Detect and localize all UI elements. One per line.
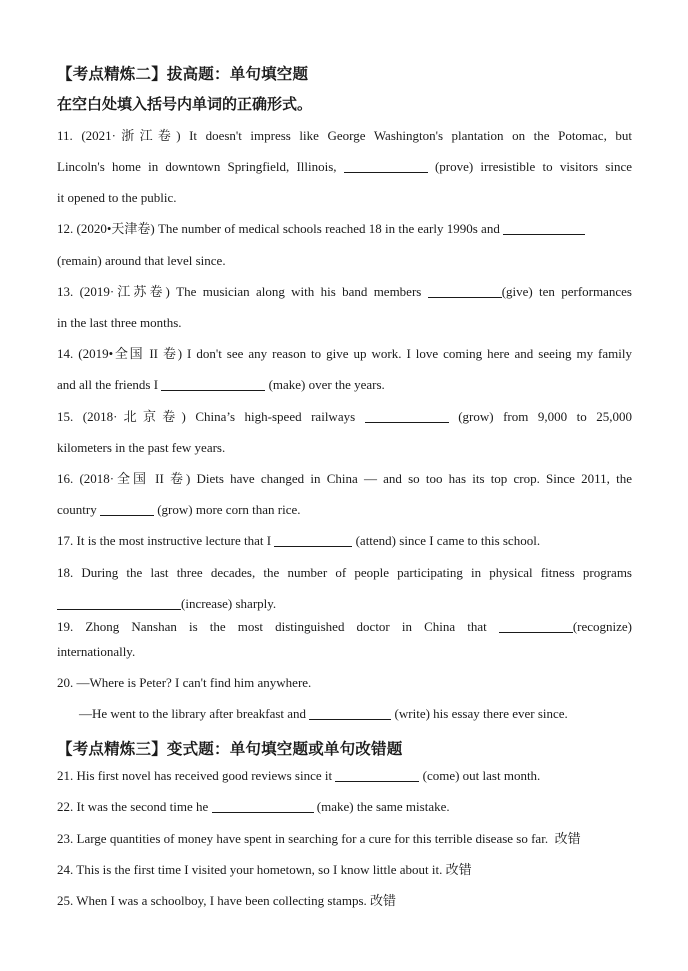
answer-blank-16[interactable] bbox=[100, 503, 154, 516]
answer-blank-21[interactable] bbox=[335, 769, 419, 782]
answer-blank-20[interactable] bbox=[309, 707, 391, 720]
answer-blank-19[interactable] bbox=[499, 620, 573, 633]
question-12-line-2: (remain) around that level since. bbox=[57, 253, 226, 268]
question-15-line-2: kilometers in the past few years. bbox=[57, 440, 226, 455]
question-20-line-2: —He went to the library after breakfast and (write) his essay there ever since. bbox=[79, 706, 568, 721]
answer-blank-14[interactable] bbox=[161, 378, 265, 391]
answer-blank-12[interactable] bbox=[503, 222, 585, 235]
answer-blank-22[interactable] bbox=[212, 800, 314, 813]
question-14-line-1: 14. (2019•全国 II 卷) I don't see any reason to give up work. I love coming here and seeing my family bbox=[57, 346, 632, 361]
question-24-line-1: 24. This is the first time I visited your hometown, so I know little about it. 改错 bbox=[57, 862, 472, 877]
question-17-line-1: 17. It is the most instructive lecture that I (attend) since I came to this school. bbox=[57, 533, 541, 548]
correction-tag-24: 改错 bbox=[445, 862, 472, 877]
section-heading-2: 【考点精炼二】拔高题：单句填空题 bbox=[57, 65, 309, 83]
question-23-line-1: 23. Large quantities of money have spent in searching for a cure for this terrible disease so far. 改错 bbox=[57, 831, 581, 846]
question-13-line-2: in the last three months. bbox=[57, 315, 182, 330]
question-18-line-1: 18. During the last three decades, the number of people participating in physical fitness programs bbox=[57, 565, 632, 580]
question-18-line-2: (increase) sharply. bbox=[57, 596, 632, 612]
question-11-line-3: it opened to the public. bbox=[57, 190, 177, 205]
question-11-line-2: Lincoln's home in downtown Springfield, Illinois, (prove) irresistible to visitors since bbox=[57, 159, 633, 174]
question-15-line-1: 15. (2018·北京卷) China’s high-speed railways (grow) from 9,000 to 25,000 bbox=[57, 409, 632, 424]
question-25-line-1: 25. When I was a schoolboy, I have been collecting stamps. 改错 bbox=[57, 893, 397, 908]
question-19-line-2: internationally. bbox=[57, 644, 136, 659]
question-21-line-1: 21. His first novel has received good reviews since it (come) out last month. bbox=[57, 768, 541, 783]
section-heading-3: 【考点精炼三】变式题：单句填空题或单句改错题 bbox=[57, 740, 403, 758]
question-16-line-1: 16. (2018·全国 II 卷) Diets have changed in China — and so too has its top crop. Since 2011, the bbox=[57, 471, 632, 486]
question-19-line-1: 19. Zhong Nanshan is the most distinguished doctor in China that (recognize) bbox=[57, 619, 633, 634]
answer-blank-18[interactable] bbox=[57, 597, 181, 610]
question-14-line-2: and all the friends I (make) over the years. bbox=[57, 377, 385, 392]
answer-blank-11[interactable] bbox=[344, 160, 428, 173]
question-22-line-1: 22. It was the second time he (make) the same mistake. bbox=[57, 799, 450, 814]
answer-blank-15[interactable] bbox=[365, 410, 449, 423]
correction-tag-23: 改错 bbox=[554, 831, 581, 846]
instruction: 在空白处填入括号内单词的正确形式。 bbox=[57, 95, 313, 113]
question-12-line-1: 12. (2020•天津卷) The number of medical schools reached 18 in the early 1990s and bbox=[57, 221, 632, 237]
answer-blank-17[interactable] bbox=[274, 534, 352, 547]
question-20-line-1: 20. —Where is Peter? I can't find him anywhere. bbox=[57, 675, 312, 690]
question-16-line-2: country (grow) more corn than rice. bbox=[57, 502, 301, 517]
question-13-line-1: 13. (2019·江苏卷) The musician along with his band members (give) ten performances bbox=[57, 284, 632, 299]
answer-blank-13[interactable] bbox=[428, 285, 502, 298]
question-11-line-1: 11. (2021·浙江卷) It doesn't impress like George Washington's plantation on the Potomac, but bbox=[57, 128, 632, 143]
correction-tag-25: 改错 bbox=[370, 893, 397, 908]
